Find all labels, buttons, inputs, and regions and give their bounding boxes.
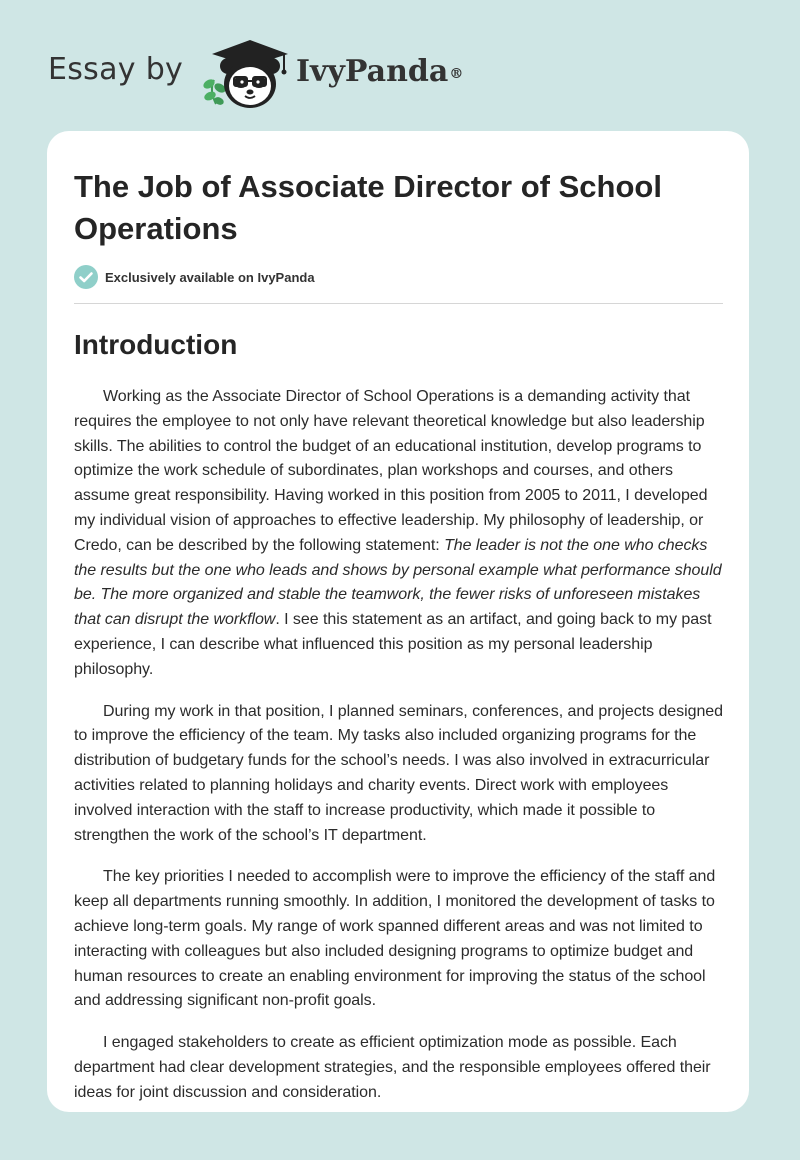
brand-text: IvyPanda (296, 54, 449, 89)
panda-graduate-icon[interactable] (200, 36, 294, 110)
section-heading: Introduction (74, 329, 238, 360)
exclusive-badge (74, 264, 315, 290)
paragraph (74, 385, 724, 683)
brand-name[interactable] (296, 52, 463, 92)
paragraph-text: Working as the Associate Director of School Operations is a demanding activity that requires the employee to not only have relevant theoretical knowledge but also leadership skills. The abilities to control the budget of an educational institution, develop programs to optimize the work schedule of subordinates, plan workshops and courses, and others assume great responsibility. Having worked in this position from 2005 to 2011, I developed my individual vision of approaches to effective leadership. My philosophy of leadership, or Credo, can be described by the following statement: (74, 388, 708, 554)
divider (74, 303, 723, 304)
badge-text: Exclusively available on IvyPanda (105, 269, 315, 285)
paragraph: I engaged stakeholders to create as efficient optimization mode as possible. Each department had clear development strategies, and the responsible employees offered their ideas for joint discussion and consideration. (74, 1034, 711, 1101)
essay-title: The Job of Associate Director of School Operations (74, 169, 662, 246)
credo-statement: The leader is not the one who checks the results but the one who leads and shows by personal example what performance should be. The more organized and stable the teamwork, the fewer risks of unforeseen mistakes that can disrupt the workflow (74, 536, 722, 629)
trademark-symbol: ® (449, 66, 464, 82)
paragraph: During my work in that position, I planned seminars, conferences, and projects designed to improve the efficiency of the team. My tasks also included organizing programs for the distribution of budgetary funds for the school’s needs. I was also involved in extracurricular activities related to planning holidays and charity events. Direct work with employees involved interaction with the staff to increase productivity, which made it possible to strengthen the work of the school’s IT department. (74, 702, 723, 844)
paragraph-text: . I see this statement as an artifact, and going back to my past experience, I can describe what influenced this position as my personal leadership philosophy. (74, 611, 712, 678)
essay-by-label: Essay by (48, 52, 184, 87)
essay-body (74, 385, 724, 1112)
check-circle-icon (74, 265, 98, 289)
essay-card (47, 131, 749, 1112)
paragraph: The key priorities I needed to accomplish were to improve the efficiency of the staff and keep all departments running smoothly. In addition, I monitored the development of tasks to achieve long-term goals. My range of work spanned different areas and was not limited to interacting with colleagues but also included designing programs to optimize budget and human resources to create an enabling environment for improving the status of the school and addressing significant non-profit goals. (74, 868, 716, 1010)
site-header (0, 0, 800, 130)
